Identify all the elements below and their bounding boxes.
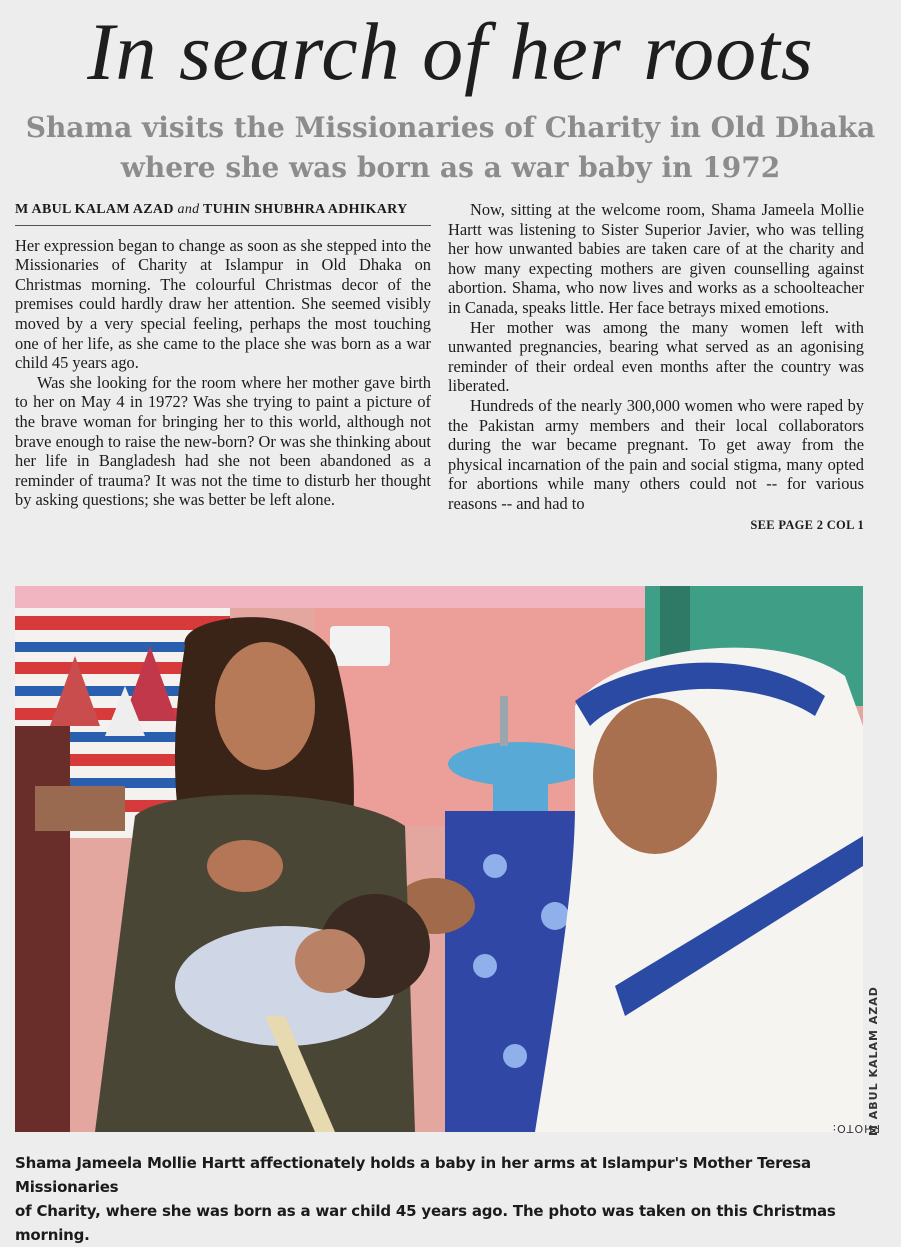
article-column-left — [15, 200, 431, 510]
byline-author-2: TUHIN SHUBHRA ADHIKARY — [203, 202, 408, 217]
article-column-right — [448, 200, 864, 535]
article-paragraph: Her mother was among the many women left with unwanted pregnancies, bearing what served as an agonising reminder of their ordeal even months after the country was liberated. — [448, 317, 864, 396]
byline — [15, 200, 431, 226]
article-paragraph: Her expression began to change as soon as she stepped into the Missionaries of Charity at Islampur in Old Dhaka on Christmas morning. The colourful Christmas decor of the premises could hardly draw her attention. She seemed visibly moved by a very special feeling, perhaps the most touching one of her life, as she came to the place she was born as a war child 45 years ago. — [15, 235, 431, 373]
photo-caption — [15, 1151, 875, 1247]
photo-credit-prefix: PHOTO: — [831, 1122, 880, 1135]
article-paragraph: Was she looking for the room where her mother gave birth to her on May 4 in 1972? Was she trying to paint a picture of the brave woman for bringing her to this world, although not brave enough to raise the new-born? Or was she thinking about her life in Bangladesh had she not been abandoned as a reminder of trauma? It was not the time to disturb her thought by asking questions; she was better be left alone. — [15, 372, 431, 510]
subheadline-line-2: where she was born as a war baby in 1972 — [120, 151, 781, 184]
continuation-jump[interactable]: SEE PAGE 2 COL 1 — [750, 517, 864, 532]
photo-credit — [831, 936, 884, 1136]
byline-author-1: M ABUL KALAM AZAD — [15, 202, 174, 217]
photo-caption-line-1: Shama Jameela Mollie Hartt affectionately holds a baby in her arms at Islampur's Mother Teresa Missionaries — [15, 1154, 811, 1196]
article-paragraph: Now, sitting at the welcome room, Shama Jameela Mollie Hartt was listening to Sister Superior Javier, who was telling her how unwanted babies are taken care of at the charity and how many expecting mothers are given counselling against abortion. Shama, who now lives and works as a schoolteacher in Canada, speaks little. Her face betrays mixed emotions. — [448, 200, 864, 317]
subheadline-line-1: Shama visits the Missionaries of Charity in Old Dhaka — [25, 111, 876, 144]
headline: In search of her roots — [87, 6, 814, 97]
photo-illustration — [15, 586, 863, 1132]
article-paragraph: Hundreds of the nearly 300,000 women who were raped by the Pakistan army members and their local collaborators during the war became pregnant. To get away from the physical incarnation of the pain and social stigma, many opted for abortions while many others could not -- for various reasons -- and had to — [448, 395, 864, 513]
article-photo — [15, 586, 863, 1132]
photo-credit-name: M ABUL KALAM AZAD — [867, 986, 880, 1136]
subheadline — [0, 108, 901, 188]
byline-conjunction: and — [177, 202, 200, 217]
photo-caption-line-2: of Charity, where she was born as a war child 45 years ago. The photo was taken on this Christmas morning. — [15, 1202, 836, 1244]
